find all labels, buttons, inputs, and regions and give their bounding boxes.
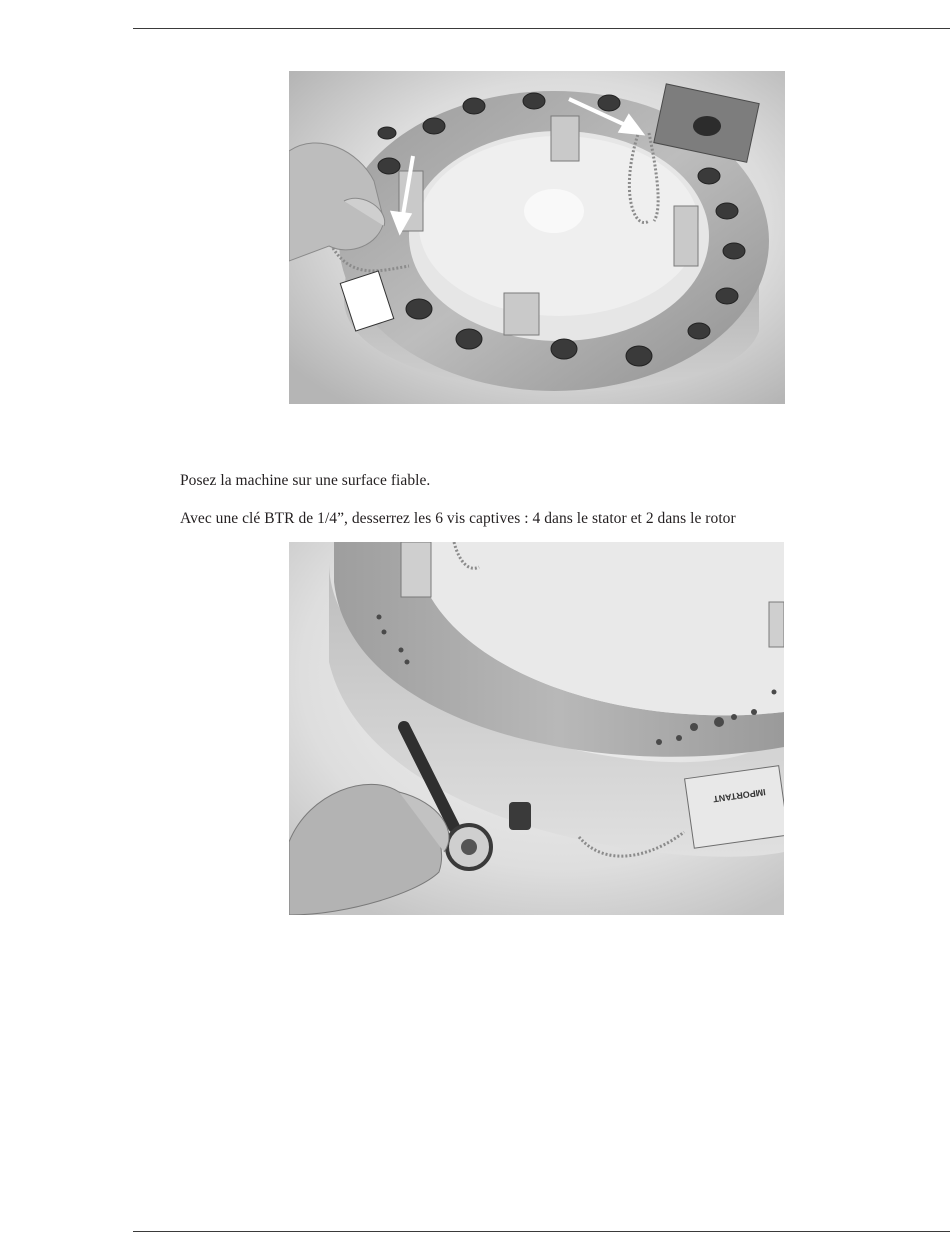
photo-ring-with-arrows — [289, 71, 785, 404]
paragraph-2: Avec une clé BTR de 1/4”, desserrez les 6 vis captives : 4 dans le stator et 2 dans le rotor — [180, 509, 736, 527]
photo-wrench-illustration — [289, 542, 784, 915]
footer-rule — [133, 1231, 950, 1232]
photo-ring-illustration — [289, 71, 785, 404]
important-label: IMPORTANT — [712, 786, 767, 805]
photo-wrench-loosening — [289, 542, 784, 915]
paragraph-1: Posez la machine sur une surface fiable. — [180, 471, 431, 489]
header-rule — [133, 28, 950, 29]
